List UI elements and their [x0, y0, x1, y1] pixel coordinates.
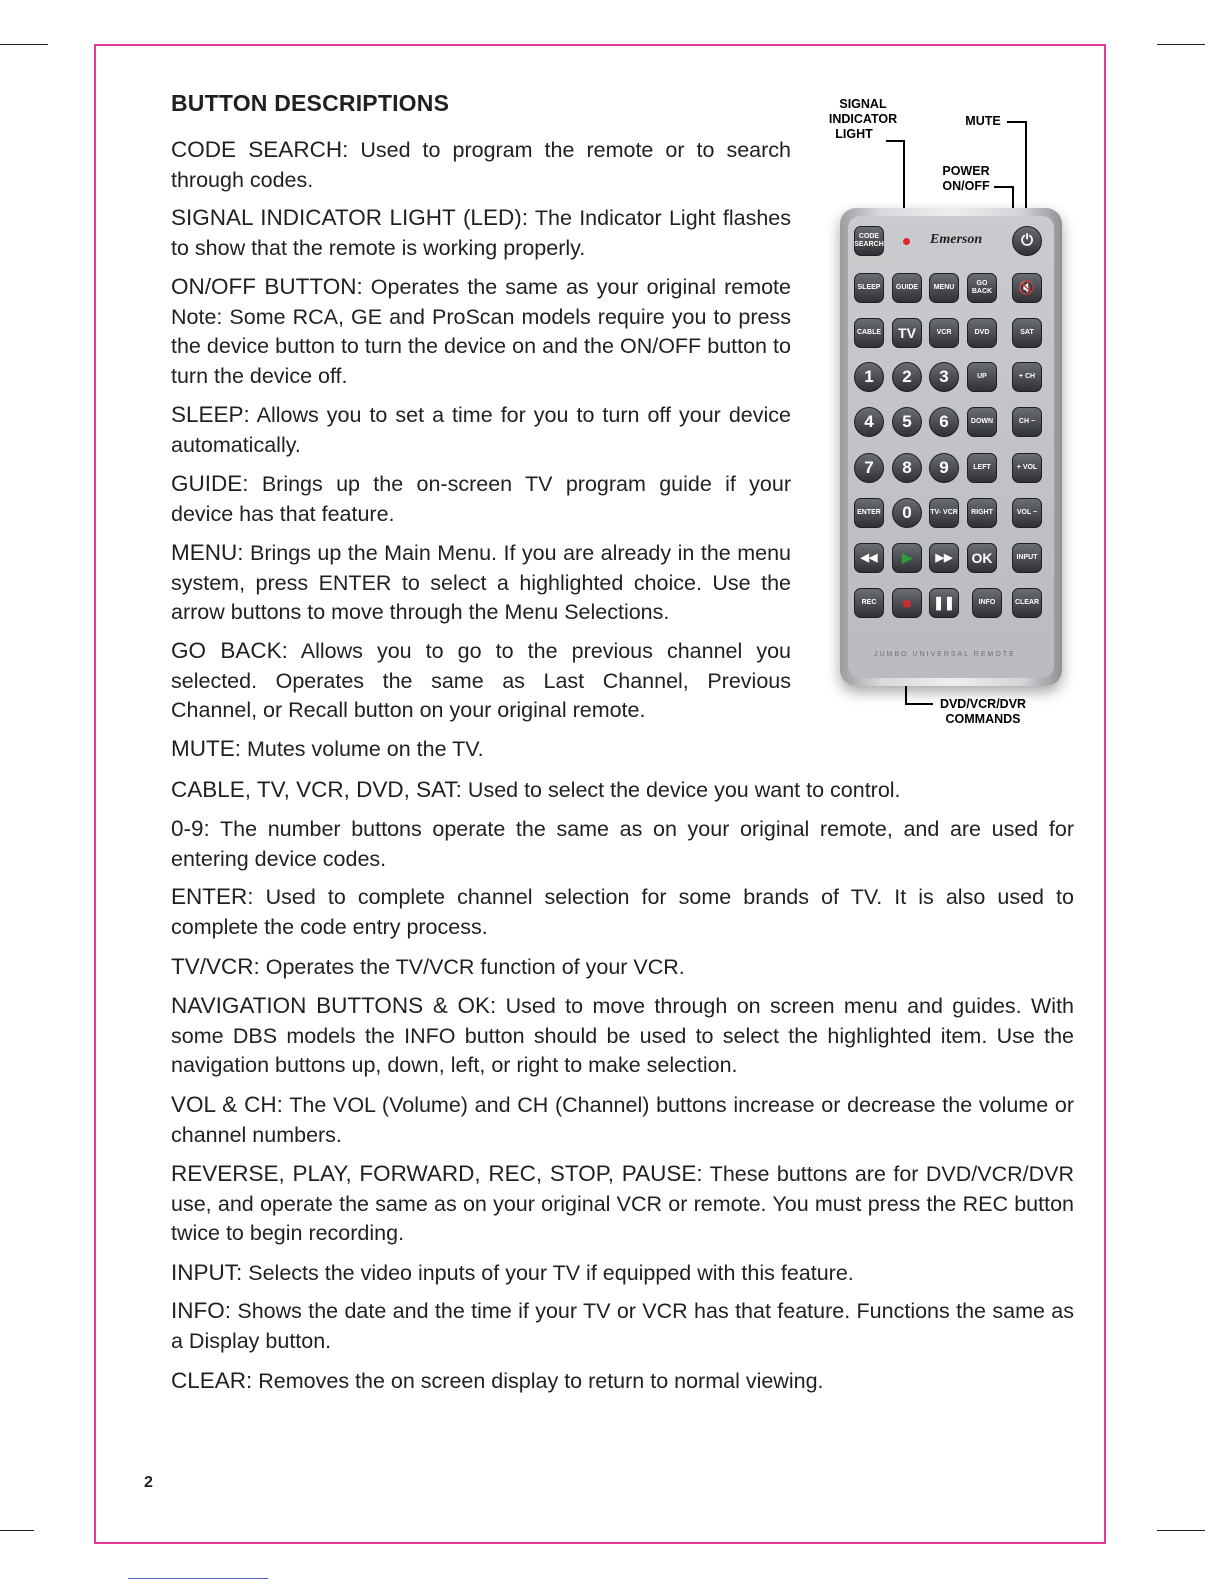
desc-term: CABLE, TV, VCR, DVD, SAT:	[171, 777, 462, 802]
digit-7-button: 7	[854, 453, 884, 483]
desc-text: Brings up the Main Menu. If you are already in the menu system, press ENTER to select a highlighted choice. Use the arrow buttons to move through the Menu Selections.	[171, 541, 791, 624]
desc-term: GO BACK:	[171, 638, 288, 663]
desc-text: Allows you to go to the previous channel you selected. Operates the same as Last Channel, Previous Channel, or Recall button on your original remote.	[171, 639, 791, 722]
left-button: LEFT	[967, 453, 997, 483]
code-search-button: CODE SEARCH	[854, 226, 884, 256]
crop-mark-top-right	[1157, 44, 1205, 45]
up-button: UP	[967, 362, 997, 392]
down-button: DOWN	[967, 407, 997, 437]
remote-control-image	[840, 208, 1062, 686]
pause-button: ❚❚	[929, 588, 959, 618]
sleep-button: SLEEP	[854, 273, 884, 303]
desc-term: CODE SEARCH:	[171, 137, 349, 162]
desc-tv-vcr	[171, 952, 1074, 983]
digit-3-button: 3	[929, 362, 959, 392]
vcr-button: VCR	[929, 318, 959, 348]
desc-enter	[171, 882, 1074, 942]
desc-go-back	[171, 636, 791, 726]
desc-text: The number buttons operate the same as on your original remote, and are used for entering device codes.	[171, 817, 1074, 871]
desc-term: INPUT:	[171, 1260, 243, 1285]
desc-menu	[171, 538, 791, 628]
callout-line: ON/OFF	[942, 179, 990, 193]
callout-line: INDICATOR	[828, 112, 898, 126]
desc-vol-ch	[171, 1090, 1074, 1150]
channel-up-button: + CH	[1012, 362, 1042, 392]
callout-line: MUTE	[965, 114, 1001, 128]
digit-8-button: 8	[892, 453, 922, 483]
callout-line: LIGHT	[835, 127, 873, 141]
desc-sleep	[171, 400, 791, 460]
page-number: 2	[144, 1474, 153, 1491]
desc-text: Shows the date and the time if your TV or VCR has that feature. Functions the same as a Display button.	[171, 1299, 1074, 1353]
desc-text: Removes the on screen display to return to normal viewing.	[252, 1369, 824, 1393]
desc-text: Allows you to set a time for you to turn off your device automatically.	[171, 403, 791, 457]
callout-line: POWER	[942, 164, 990, 178]
desc-info	[171, 1296, 1074, 1356]
page-heading: BUTTON DESCRIPTIONS	[171, 90, 450, 116]
right-button: RIGHT	[967, 498, 997, 528]
rewind-button: ◀◀	[854, 543, 884, 573]
play-button: ▶	[892, 543, 922, 573]
desc-text: Operates the same as your original remote Note: Some RCA, GE and ProScan models require you to press the device button to turn the device on and the ON/OFF button to turn the device off.	[171, 275, 791, 388]
callout-line: COMMANDS	[945, 712, 1021, 726]
remote-footer-label: JUMBO UNIVERSAL REMOTE	[874, 651, 1016, 658]
desc-term: SIGNAL INDICATOR LIGHT (LED):	[171, 205, 528, 230]
desc-term: 0-9:	[171, 816, 210, 841]
crop-mark-bottom-left	[0, 1530, 34, 1531]
digit-6-button: 6	[929, 407, 959, 437]
desc-text: Selects the video inputs of your TV if equipped with this feature.	[242, 1261, 854, 1285]
digit-1-button: 1	[854, 362, 884, 392]
menu-button: MENU	[929, 273, 959, 303]
desc-text: Brings up the on-screen TV program guide if your device has that feature.	[171, 472, 791, 526]
crop-mark-bottom-right	[1157, 1530, 1205, 1531]
cable-button: CABLE	[854, 318, 884, 348]
callout-signal-indicator	[818, 97, 908, 142]
guide-button: GUIDE	[892, 273, 922, 303]
desc-term: ON/OFF BUTTON:	[171, 274, 363, 299]
info-button: INFO	[972, 588, 1002, 618]
volume-down-button: VOL −	[1012, 498, 1042, 528]
desc-text: Used to select the device you want to control.	[461, 778, 901, 802]
desc-number-buttons	[171, 814, 1074, 874]
callout-line: SIGNAL	[839, 97, 887, 111]
ok-button: OK	[967, 543, 997, 573]
clear-button: CLEAR	[1012, 588, 1042, 618]
desc-mute	[171, 734, 791, 765]
stop-button: ■	[892, 588, 922, 618]
dvd-button: DVD	[967, 318, 997, 348]
digit-0-button: 0	[892, 498, 922, 528]
desc-term: TV/VCR:	[171, 954, 260, 979]
digit-5-button: 5	[892, 407, 922, 437]
brand-logo: Emerson	[930, 232, 983, 247]
channel-down-button: CH −	[1012, 407, 1042, 437]
input-button: INPUT	[1012, 543, 1042, 573]
crop-mark-top-left	[0, 44, 48, 45]
desc-text: These buttons are for DVD/VCR/DVR use, and operate the same as on your original VCR or remote. You must press the REC button twice to begin recording.	[171, 1162, 1074, 1245]
go-back-button: GO BACK	[967, 273, 997, 303]
enter-button: ENTER	[854, 498, 884, 528]
desc-term: MENU:	[171, 540, 244, 565]
desc-term: ENTER:	[171, 884, 254, 909]
desc-text: Used to move through on screen menu and guides. With some DBS models the INFO button should be used to select the highlighted item. Use the navigation buttons up, down, left, or right to make selection.	[171, 994, 1075, 1077]
remote-face	[848, 216, 1054, 678]
desc-text: Operates the TV/VCR function of your VCR.	[259, 955, 685, 979]
callout-line-signal-h	[886, 140, 904, 142]
volume-up-button: + VOL	[1012, 453, 1042, 483]
desc-input	[171, 1258, 1074, 1289]
sat-button: SAT	[1012, 318, 1042, 348]
desc-text: The VOL (Volume) and CH (Channel) buttons increase or decrease the volume or channel numbers.	[171, 1093, 1074, 1147]
callout-line-mute-h	[1007, 121, 1027, 123]
desc-term: REVERSE, PLAY, FORWARD, REC, STOP, PAUSE:	[171, 1161, 703, 1186]
desc-code-search	[171, 135, 791, 195]
desc-term: INFO:	[171, 1298, 231, 1323]
desc-term: GUIDE:	[171, 471, 249, 496]
desc-navigation	[171, 991, 1074, 1081]
fast-forward-button: ▶▶	[929, 543, 959, 573]
power-button: ⏻	[1012, 226, 1042, 256]
rec-button: REC	[854, 588, 884, 618]
callout-line-power-h	[994, 186, 1014, 188]
desc-text: Used to complete channel selection for some brands of TV. It is also used to complete the code entry process.	[171, 885, 1074, 939]
desc-clear	[171, 1366, 1074, 1397]
desc-term: NAVIGATION BUTTONS & OK:	[171, 993, 497, 1018]
digit-4-button: 4	[854, 407, 884, 437]
desc-text: Mutes volume on the TV.	[241, 737, 484, 761]
callout-power	[936, 164, 996, 194]
callout-line: DVD/VCR/DVR	[939, 697, 1027, 711]
digit-9-button: 9	[929, 453, 959, 483]
callout-dvd-commands	[933, 697, 1033, 727]
signal-led	[903, 238, 910, 245]
digit-2-button: 2	[892, 362, 922, 392]
bottom-underline	[128, 1578, 268, 1579]
callout-mute	[958, 114, 1008, 129]
desc-transport	[171, 1159, 1074, 1249]
desc-guide	[171, 469, 791, 529]
callout-line-dvd-h	[905, 703, 933, 705]
desc-term: CLEAR:	[171, 1368, 253, 1393]
desc-term: SLEEP:	[171, 402, 250, 427]
desc-signal-indicator	[171, 203, 791, 263]
desc-text: Used to program the remote or to search through codes.	[171, 138, 791, 192]
desc-term: VOL & CH:	[171, 1092, 283, 1117]
mute-button: 🔇	[1012, 273, 1042, 303]
tv-button: TV	[892, 318, 922, 348]
desc-on-off	[171, 272, 791, 391]
tv-vcr-button: TV- VCR	[929, 498, 959, 528]
desc-device-buttons	[171, 775, 1074, 806]
desc-text: The Indicator Light flashes to show that the remote is working properly.	[171, 206, 791, 260]
desc-term: MUTE:	[171, 736, 241, 761]
